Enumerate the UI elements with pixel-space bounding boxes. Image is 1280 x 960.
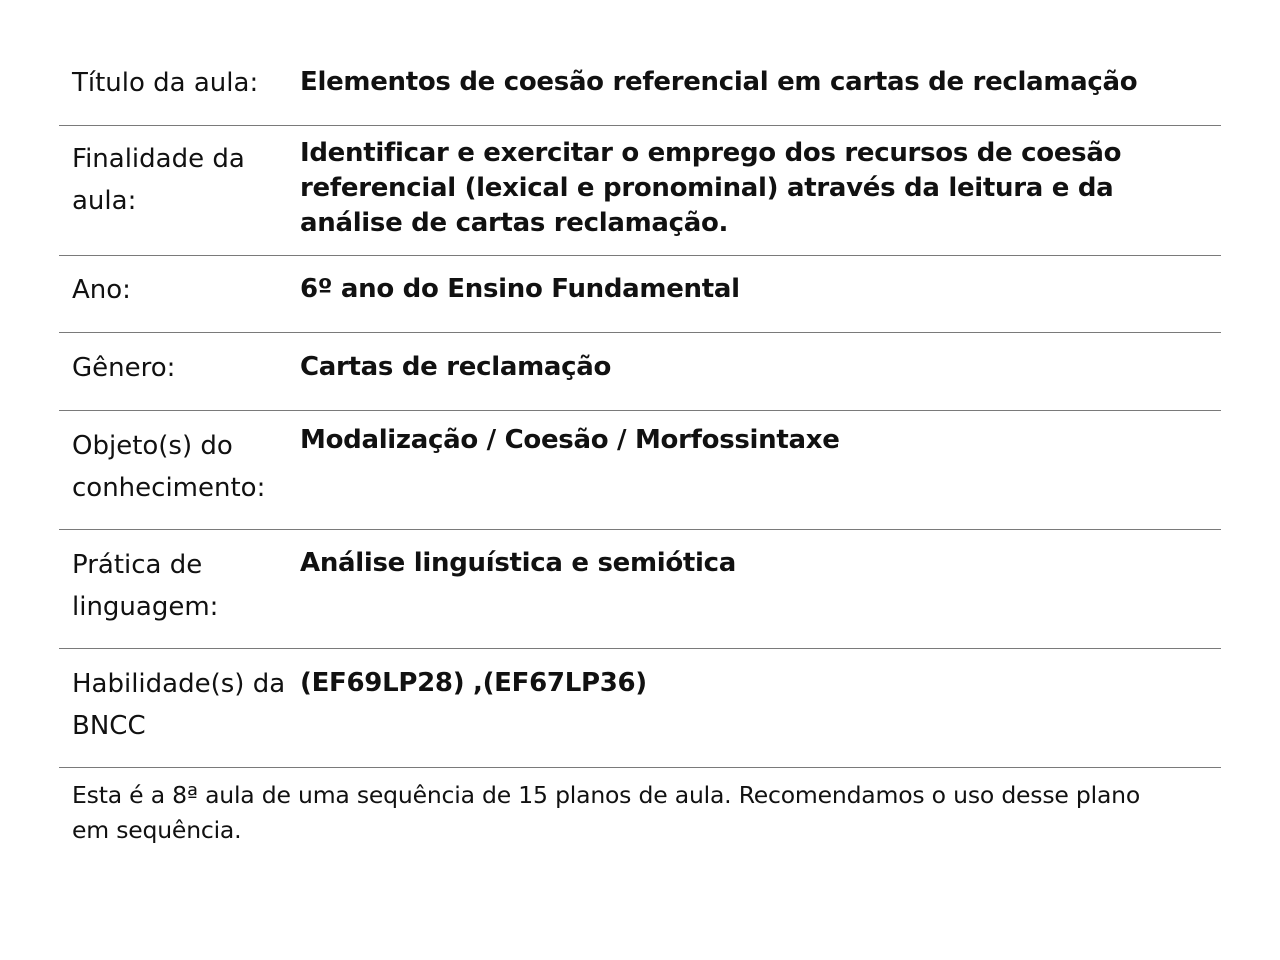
row-knowledge-objects	[59, 411, 1221, 530]
lesson-title-value: Elementos de coesão referencial em cartas de reclamação	[300, 67, 1138, 97]
bncc-skills-value: (EF69LP28) ,(EF67LP36)	[300, 668, 647, 698]
row-bncc-skills	[59, 649, 1221, 768]
language-practice-label: Prática de linguagem:	[72, 550, 219, 622]
language-practice-value: Análise linguística e semiótica	[300, 548, 737, 578]
lesson-title-label: Título da aula:	[72, 68, 259, 98]
row-language-practice	[59, 530, 1221, 649]
bncc-skills-label: Habilidade(s) da BNCC	[72, 669, 286, 741]
lesson-purpose-value: Identificar e exercitar o emprego dos recursos de coesão referencial (lexical e pronominal) através da leitura e da análise de cartas reclamação.	[300, 138, 1122, 238]
genre-label: Gênero:	[72, 353, 176, 383]
lesson-purpose-label: Finalidade da aula:	[72, 144, 245, 216]
genre-value: Cartas de reclamação	[300, 352, 612, 382]
row-lesson-title	[59, 44, 1221, 126]
knowledge-objects-value: Modalização / Coesão / Morfossintaxe	[300, 425, 840, 455]
knowledge-objects-label: Objeto(s) do conhecimento:	[72, 431, 266, 503]
school-year-value: 6º ano do Ensino Fundamental	[300, 274, 740, 304]
row-lesson-purpose	[59, 126, 1221, 256]
row-school-year	[59, 256, 1221, 333]
row-genre	[59, 333, 1221, 411]
lesson-plan-table	[59, 44, 1221, 848]
sequence-note: Esta é a 8ª aula de uma sequência de 15 planos de aula. Recomendamos o uso desse plano em sequência.	[72, 781, 1141, 844]
school-year-label: Ano:	[72, 275, 131, 305]
